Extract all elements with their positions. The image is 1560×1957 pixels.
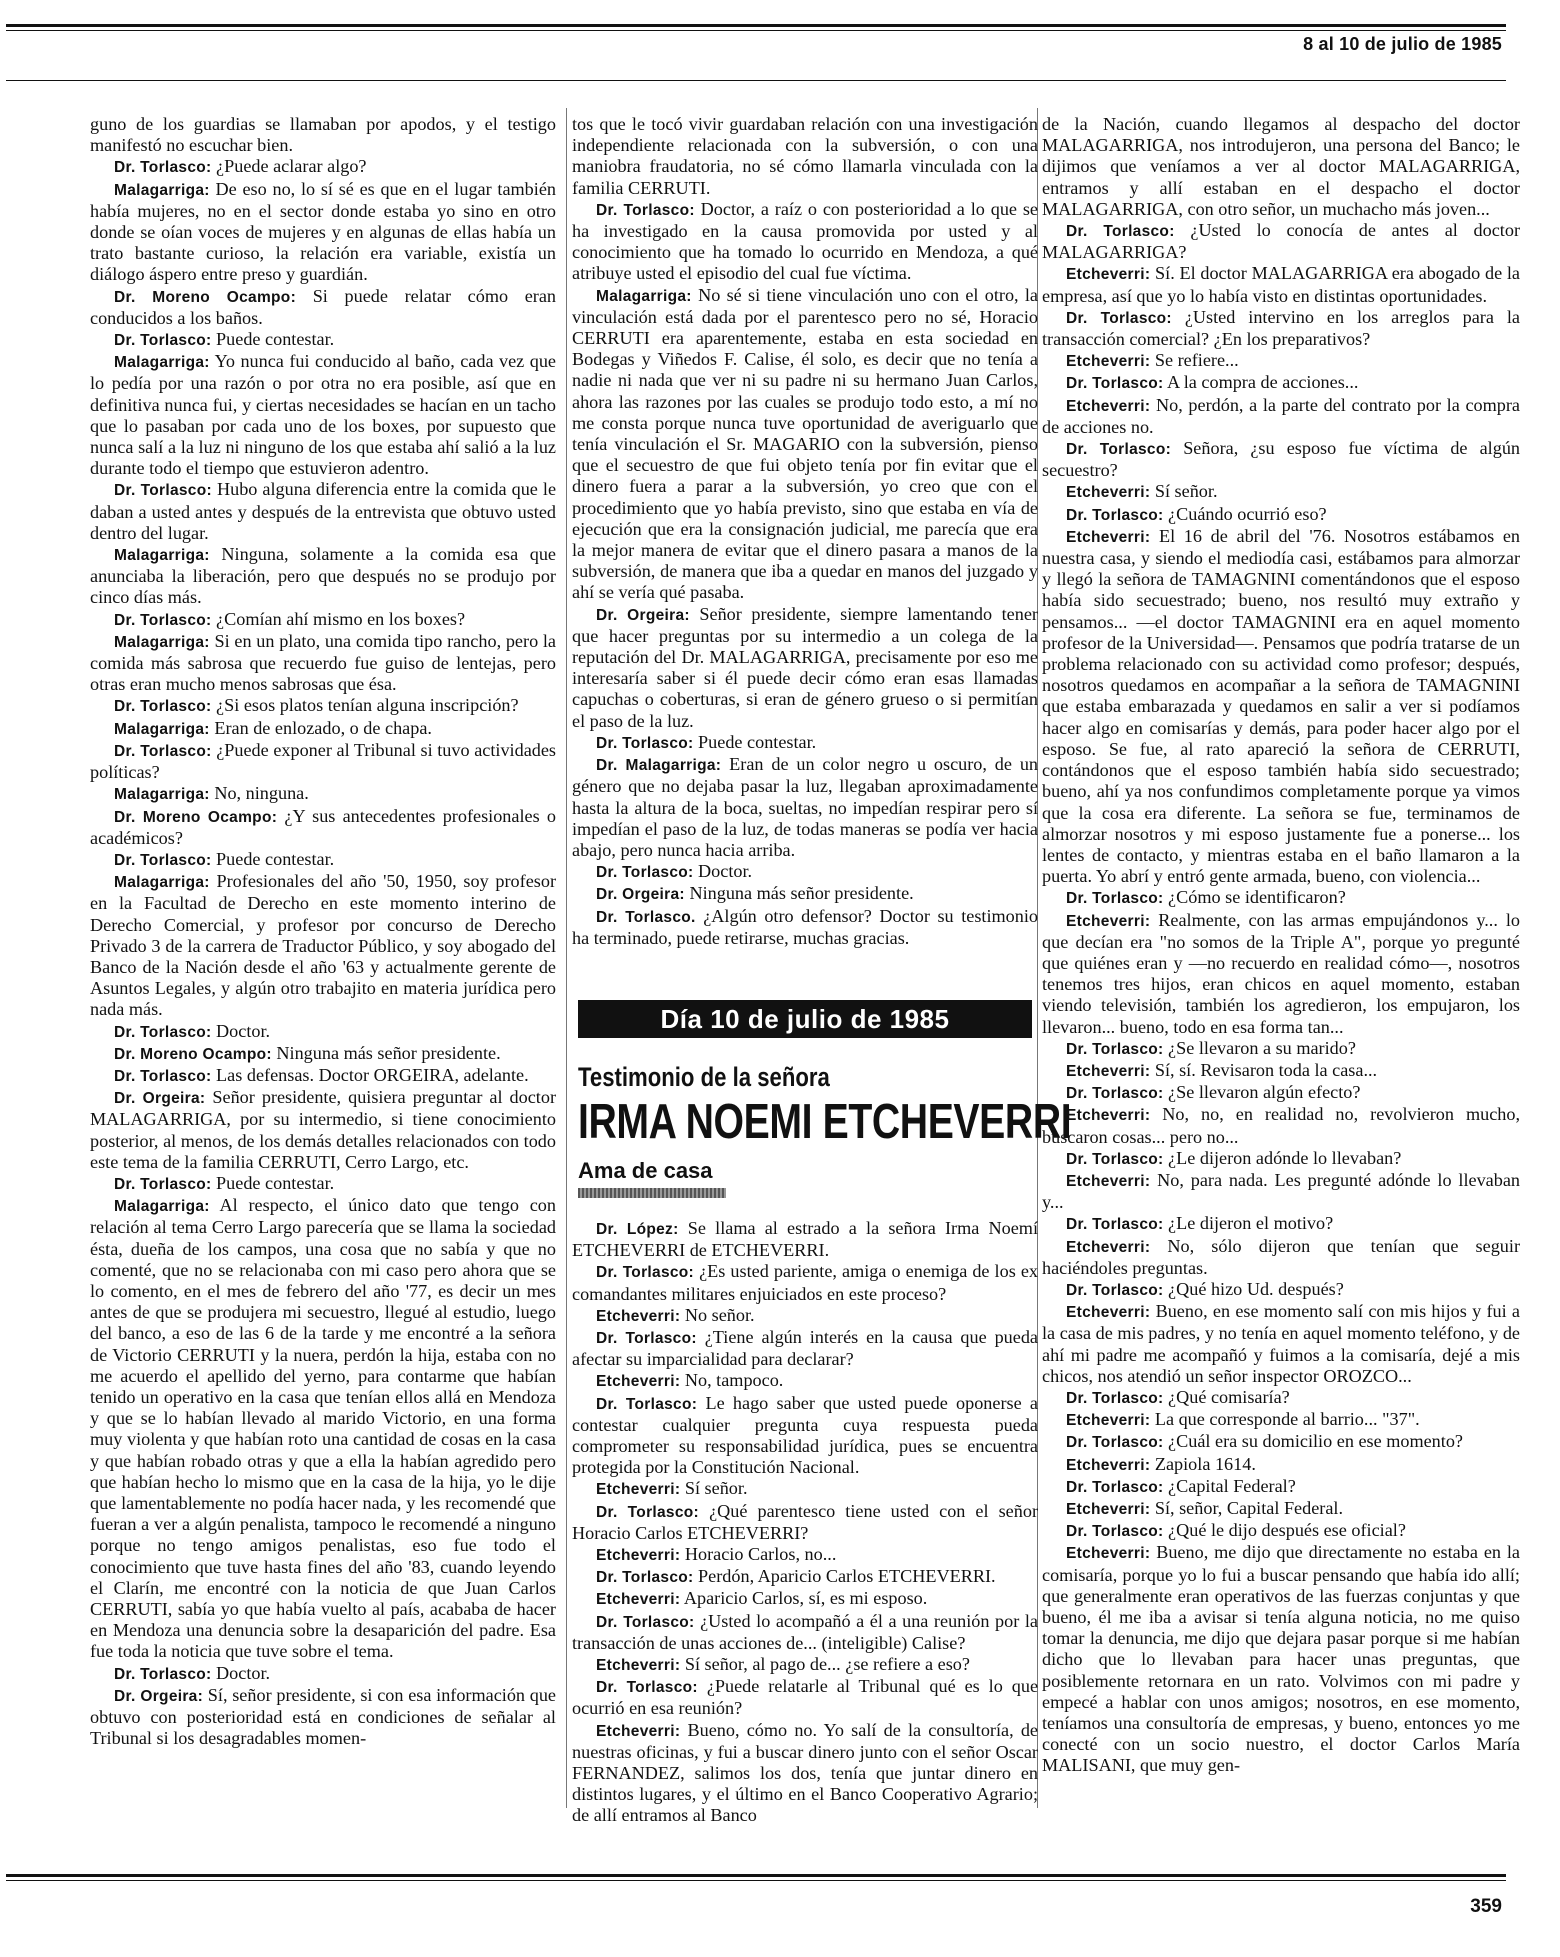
speaker-label: Malagarriga: bbox=[114, 786, 210, 804]
paragraph bbox=[90, 1685, 556, 1750]
decorative-halftone-band bbox=[578, 1188, 726, 1198]
paragraph bbox=[572, 906, 1038, 949]
paragraph bbox=[90, 609, 556, 631]
paragraph bbox=[572, 285, 1038, 604]
paragraph-text: No, perdón, a la parte del contrato por la compra de acciones no. bbox=[1042, 394, 1521, 437]
paragraph-text: No señor. bbox=[684, 1304, 755, 1325]
paragraph bbox=[90, 783, 556, 805]
speaker-label: Dr. Moreno Ocampo: bbox=[114, 1045, 272, 1063]
speaker-label: Dr. Torlasco: bbox=[1066, 1216, 1164, 1234]
paragraph-text: Se refiere... bbox=[1154, 350, 1239, 371]
speaker-label: Dr. Torlasco: bbox=[1066, 309, 1172, 327]
paragraph-text: Sí señor. bbox=[684, 1478, 748, 1499]
speaker-label: Dr. Torlasco: bbox=[596, 864, 694, 882]
paragraph bbox=[90, 1021, 556, 1043]
speaker-label: Malagarriga: bbox=[114, 720, 210, 738]
column-divider-1 bbox=[566, 108, 567, 1808]
paragraph-text: ¿Es usted pariente, amiga o enemiga de los ex comandantes militares enjuiciados en este proceso? bbox=[572, 1261, 1039, 1304]
paragraph bbox=[572, 1478, 1038, 1500]
text-column-2-bottom bbox=[572, 1218, 1038, 1827]
paragraph bbox=[1042, 1104, 1520, 1147]
paragraph-text: Doctor, a raíz o con posterioridad a lo que se ha investigado en la causa promovida por usted y al conocimiento que ha tomado lo ocurrido en Mendoza, a qué atribuye usted el episodio del cual fue víctima. bbox=[572, 198, 1038, 284]
paragraph-text: Hubo alguna diferencia entre la comida que le daban a usted antes y después de la entrevista que obtuvo usted dentro del lugar. bbox=[90, 479, 557, 543]
paragraph-text: De eso no, lo sí sé es que en el lugar también había mujeres, no en el sector donde estaba yo sino en otro donde se oían voces de mujeres y en algunas de ellas había un trato bastante curioso, la relación era variable, existía un diálogo áspero entre preso y guardián. bbox=[90, 178, 556, 285]
paragraph-text: Ninguna más señor presidente. bbox=[276, 1042, 501, 1063]
paragraph bbox=[1042, 1148, 1520, 1170]
speaker-label: Dr. Torlasco: bbox=[114, 611, 212, 629]
paragraph bbox=[1042, 438, 1520, 481]
paragraph-text: ¿Cuándo ocurrió eso? bbox=[1168, 503, 1327, 524]
paragraph-text: Sí, sí. Revisaron toda la casa... bbox=[1154, 1059, 1378, 1080]
text-column-2-top bbox=[572, 114, 1038, 949]
paragraph bbox=[1042, 1409, 1520, 1431]
paragraph bbox=[1042, 220, 1520, 263]
speaker-label: Etcheverri: bbox=[596, 1547, 681, 1565]
paragraph bbox=[1042, 350, 1520, 372]
paragraph bbox=[1042, 1236, 1520, 1279]
speaker-label: Dr. Torlasco: bbox=[1066, 375, 1164, 393]
paragraph-text: Puede contestar. bbox=[698, 731, 817, 752]
paragraph bbox=[572, 883, 1038, 905]
speaker-label: Etcheverri: bbox=[1066, 1062, 1151, 1080]
paragraph-text: tos que le tocó vivir guardaban relación con una investigación independiente relacionada con la subversión, o con una maniobra fraudatoria, no sé cómo llamarla vinculada con la familia CERRUTI. bbox=[572, 114, 1038, 198]
paragraph bbox=[572, 1370, 1038, 1392]
paragraph-text: ¿Se llevaron a su marido? bbox=[1168, 1037, 1356, 1058]
paragraph-text: guno de los guardias se llamaban por apodos, y el testigo manifestó no escuchar bien. bbox=[90, 114, 556, 156]
paragraph bbox=[90, 329, 556, 351]
speaker-label: Malagarriga: bbox=[114, 633, 210, 651]
speaker-label: Dr. Torlasco: bbox=[114, 698, 212, 716]
paragraph bbox=[90, 351, 556, 479]
header-rule bbox=[6, 80, 1506, 81]
speaker-label: Dr. Torlasco: bbox=[596, 1679, 698, 1697]
speaker-label: Dr. Torlasco: bbox=[1066, 506, 1164, 524]
speaker-label: Etcheverri: bbox=[596, 1657, 681, 1675]
paragraph-text: ¿Cómo se identificaron? bbox=[1168, 887, 1346, 908]
paragraph bbox=[90, 1065, 556, 1087]
speaker-label: Malagarriga: bbox=[114, 354, 210, 372]
paragraph bbox=[90, 156, 556, 178]
paragraph-text: Bueno, en ese momento salí con mis hijos y fui a la casa de mis padres, y no tenía en aquel momento teléfono, y de ahí mi padre me acompañó y fuimos a la comisaría, dejé a mis chicos, nos atendió un señor inspector OROZCO... bbox=[1042, 1301, 1520, 1386]
speaker-label: Dr. Torlasco: bbox=[114, 1665, 212, 1683]
speaker-label: Dr. Torlasco: bbox=[114, 1023, 212, 1041]
speaker-label: Etcheverri: bbox=[1066, 1545, 1151, 1563]
speaker-label: Dr. López: bbox=[596, 1221, 679, 1238]
paragraph-text: Ninguna, solamente a la comida esa que anunciaba la liberación, pero que después no se produjo por cinco días más. bbox=[90, 544, 557, 608]
paragraph bbox=[90, 179, 556, 286]
paragraph bbox=[90, 286, 556, 329]
testimony-pre-title: Testimonio de la señora bbox=[578, 1062, 830, 1092]
speaker-label: Dr. Torlasco: bbox=[596, 1503, 699, 1521]
paragraph bbox=[572, 1327, 1038, 1370]
speaker-label: Dr. Torlasco: bbox=[114, 159, 212, 177]
paragraph bbox=[1042, 1498, 1520, 1520]
speaker-label: Dr. Torlasco: bbox=[596, 1264, 695, 1282]
speaker-label: Dr. Torlasco: bbox=[596, 1569, 694, 1587]
speaker-label: Etcheverri: bbox=[1066, 1501, 1151, 1518]
speaker-label: Etcheverri: bbox=[596, 1591, 681, 1609]
speaker-label: Etcheverri: bbox=[596, 1481, 681, 1499]
speaker-label: Dr. Torlasco: bbox=[1066, 441, 1172, 459]
paragraph bbox=[572, 1393, 1038, 1479]
section-date-banner: Día 10 de julio de 1985 bbox=[578, 1000, 1032, 1038]
speaker-label: Etcheverri: bbox=[1066, 1304, 1151, 1322]
paragraph bbox=[1042, 1301, 1520, 1387]
text-column-1 bbox=[90, 114, 556, 1749]
paragraph bbox=[90, 1195, 556, 1662]
paragraph-text: ¿Puede relatarle al Tribunal qué es lo que ocurrió en esa reunión? bbox=[572, 1676, 1039, 1719]
speaker-label: Dr. Torlasco: bbox=[1066, 1389, 1164, 1407]
paragraph-text: Señor presidente, quisiera preguntar al doctor MALAGARRIGA, por su intermedio, si tiene conocimiento posterior, al menos, de los demás detalles relacionados con todo este tema de la familia CERRUTI, Cerro Largo, etc. bbox=[90, 1087, 556, 1172]
paragraph-text: ¿Qué hizo Ud. después? bbox=[1168, 1278, 1344, 1299]
paragraph-text: ¿Qué parentesco tiene usted con el señor Horacio Carlos ETCHEVERRI? bbox=[572, 1500, 1039, 1543]
paragraph-text: Sí. El doctor MALAGARRIGA era abogado de la empresa, así que yo lo había visto en distintas oportunidades. bbox=[1042, 263, 1520, 306]
speaker-label: Etcheverri: bbox=[596, 1373, 681, 1391]
paragraph-text: ¿Capital Federal? bbox=[1168, 1475, 1296, 1496]
paragraph bbox=[1042, 1082, 1520, 1104]
paragraph-text: ¿Usted lo acompañó a él a una reunión por la transacción de unas acciones de... (inteligible) Calise? bbox=[572, 1610, 1038, 1653]
paragraph-text: Aparicio Carlos, sí, es mi esposo. bbox=[683, 1588, 928, 1609]
paragraph bbox=[572, 1218, 1038, 1261]
speaker-label: Etcheverri: bbox=[1066, 1238, 1151, 1256]
paragraph-text: Puede contestar. bbox=[216, 1172, 335, 1193]
paragraph bbox=[90, 1173, 556, 1195]
paragraph-text: Puede contestar. bbox=[216, 329, 335, 350]
page-number: 359 bbox=[1470, 1896, 1502, 1917]
paragraph-text: Sí, señor presidente, si con esa información que obtuvo con posterioridad está en condiciones de señalar al Tribunal si los desagradables momen- bbox=[90, 1684, 557, 1749]
paragraph-text: ¿Puede exponer al Tribunal si tuvo actividades políticas? bbox=[90, 739, 557, 783]
paragraph-text: de la Nación, cuando llegamos al despacho del doctor MALAGARRIGA, nos introdujeron, una persona del Banco; le dijimos que veníamos a ver al doctor MALAGARRIGA, entramos y allí estaban en el despacho el doctor MALAGARRIGA, con otro señor, un muchacho más joven... bbox=[1042, 114, 1520, 219]
paragraph-text: No, sólo dijeron que tenían que seguir haciéndoles preguntas. bbox=[1042, 1235, 1520, 1278]
paragraph-text: No, no, en realidad no, revolvieron mucho, buscaron cosas... pero no... bbox=[1042, 1104, 1521, 1147]
paragraph-text: Bueno, cómo no. Yo salí de la consultoría, de nuestras oficinas, y fui a buscar dinero junto con el señor Oscar FERNANDEZ, salimos los dos, tenía que juntar dinero en distintos lugares, y el último en el Banco Cooperativo Agrario; de allí entramos al Banco bbox=[572, 1719, 1039, 1826]
paragraph bbox=[1042, 910, 1520, 1038]
speaker-label: Dr. Torlasco: bbox=[114, 482, 212, 500]
witness-name-headline: IRMA NOEMI ETCHEVERRI bbox=[578, 1095, 1072, 1149]
paragraph bbox=[572, 754, 1038, 861]
paragraph bbox=[1042, 1213, 1520, 1235]
speaker-label: Etcheverri: bbox=[1066, 266, 1151, 284]
speaker-label: Dr. Orgeira: bbox=[114, 1687, 204, 1705]
speaker-label: Dr. Torlasco: bbox=[1066, 1478, 1164, 1496]
speaker-label: Dr. Orgeira: bbox=[596, 886, 685, 904]
paragraph bbox=[90, 114, 556, 156]
paragraph-text: ¿Qué comisaría? bbox=[1168, 1386, 1290, 1407]
speaker-label: Dr. Torlasco: bbox=[1066, 1150, 1164, 1168]
paragraph bbox=[90, 871, 556, 1020]
speaker-label: Malagarriga: bbox=[114, 874, 210, 892]
paragraph-text: Sí señor. bbox=[1154, 481, 1218, 502]
speaker-label: Etcheverri: bbox=[1066, 397, 1151, 415]
paragraph bbox=[1042, 504, 1520, 526]
paragraph-text: Si en un plato, una comida tipo rancho, pero la comida más sabrosa que recuerdo fue guiso de lentejas, pero otras eran mucho menos sabrosas que ésa. bbox=[90, 630, 557, 695]
speaker-label: Etcheverri: bbox=[1066, 528, 1151, 546]
paragraph-text: No, para nada. Les pregunté adónde lo llevaban y... bbox=[1042, 1169, 1520, 1213]
witness-occupation: Ama de casa bbox=[578, 1158, 713, 1183]
paragraph-text: ¿Tiene algún interés en la causa que pueda afectar su imparcialidad para declarar? bbox=[572, 1327, 1039, 1370]
speaker-label: Etcheverri: bbox=[1066, 353, 1151, 371]
paragraph bbox=[1042, 481, 1520, 503]
paragraph-text: A la compra de acciones... bbox=[1167, 372, 1359, 393]
paragraph-text: Perdón, Aparicio Carlos ETCHEVERRI. bbox=[698, 1566, 996, 1587]
paragraph bbox=[572, 1720, 1038, 1827]
paragraph-text: ¿Cuál era su domicilio en ese momento? bbox=[1168, 1431, 1463, 1452]
paragraph bbox=[1042, 1520, 1520, 1542]
paragraph bbox=[572, 604, 1038, 732]
speaker-label: Dr. Torlasco: bbox=[114, 1175, 212, 1193]
paragraph-text: ¿Usted intervino en los arreglos para la transacción comercial? ¿En los preparativos? bbox=[1042, 306, 1520, 350]
paragraph-text: No, tampoco. bbox=[684, 1370, 784, 1391]
paragraph-text: ¿Se llevaron algún efecto? bbox=[1168, 1082, 1361, 1103]
top-rule-thick bbox=[6, 24, 1506, 27]
speaker-label: Malagarriga: bbox=[596, 287, 692, 305]
paragraph bbox=[90, 718, 556, 740]
paragraph-text: Eran de enlozado, o de chapa. bbox=[214, 717, 432, 738]
speaker-label: Etcheverri: bbox=[596, 1722, 681, 1740]
speaker-label: Dr. Torlasco. bbox=[596, 908, 696, 926]
speaker-label: Etcheverri: bbox=[1066, 912, 1151, 930]
speaker-label: Dr. Torlasco: bbox=[1066, 1040, 1164, 1058]
paragraph-text: El 16 de abril del '76. Nosotros estábamos en nuestra casa, y siendo el mediodía casi, estábamos para almorzar y llegó la señora de TAMAGNINI comentándonos que el esposo había sido secuestrado; bueno, nos resultó muy extraño y pensamos... —el doctor TAMAGNINI era en aquel momento profesor de la Universidad—. Pensamos que podría tratarse de un problema relacionado con su actividad como profesor; después, nosotros quedamos en acompañar a la señora de TAMAGNINI que estaba embarazada y quedamos en salir a ver si podíamos hacer algo en comisarías y demás, para poder hacer algo por el esposo. Se fue, al rato apareció la señora de CERRUTI, contándonos que el esposo también había sido secuestrado; bueno, ahí ya nos confundimos completamente porque ya vimos que la cosa era diferente. La señora se fue, terminamos de almorzar nosotros y mi esposo justamente fue a ponerse... los lentes de contacto, y mientras estaba en el baño llamaron a la puerta. Yo abrí y entró gente armada, bueno, con violencia... bbox=[1042, 525, 1520, 887]
paragraph bbox=[90, 1663, 556, 1685]
paragraph bbox=[572, 1611, 1038, 1654]
paragraph bbox=[1042, 1038, 1520, 1060]
paragraph bbox=[1042, 1454, 1520, 1476]
paragraph bbox=[1042, 1431, 1520, 1453]
paragraph-text: Se llama al estrado a la señora Irma Noemí ETCHEVERRI de ETCHEVERRI. bbox=[572, 1218, 1039, 1261]
paragraph-text: Horacio Carlos, no... bbox=[684, 1544, 837, 1565]
paragraph bbox=[90, 544, 556, 609]
speaker-label: Etcheverri: bbox=[1066, 1456, 1151, 1474]
speaker-label: Dr. Torlasco: bbox=[596, 1613, 695, 1631]
bottom-rule-thick bbox=[6, 1874, 1506, 1877]
speaker-label: Etcheverri: bbox=[596, 1307, 681, 1325]
paragraph bbox=[90, 479, 556, 544]
paragraph-text: Doctor. bbox=[216, 1020, 271, 1041]
paragraph-text: Realmente, con las armas empujándonos y... lo que decían era "no somos de la Triple A", porque yo pregunté que quiénes eran y —no recuerdo en realidad cómo—, nosotros tenemos tres hijos, eran chicos en aquel momento, estaban viendo televisión, también los agredieron, los empujaron, los llevaron... bueno, todo en esa forma tan... bbox=[1042, 909, 1521, 1037]
paragraph-text: Zapiola 1614. bbox=[1154, 1453, 1256, 1474]
paragraph-text: La que corresponde al barrio... "37". bbox=[1154, 1409, 1420, 1430]
speaker-label: Dr. Torlasco: bbox=[596, 1330, 697, 1348]
speaker-label: Dr. Torlasco: bbox=[114, 1067, 212, 1085]
paragraph-text: ¿Puede aclarar algo? bbox=[216, 156, 367, 177]
paragraph bbox=[1042, 1279, 1520, 1301]
paragraph bbox=[572, 1566, 1038, 1588]
speaker-label: Malagarriga: bbox=[114, 547, 210, 565]
speaker-label: Etcheverri: bbox=[1066, 1172, 1151, 1190]
paragraph bbox=[90, 1043, 556, 1065]
paragraph-text: ¿Y sus antecedentes profesionales o académicos? bbox=[90, 805, 556, 848]
text-column-3 bbox=[1042, 114, 1520, 1777]
paragraph bbox=[90, 695, 556, 717]
paragraph bbox=[1042, 263, 1520, 306]
paragraph-text: Doctor. bbox=[216, 1662, 271, 1683]
paragraph bbox=[572, 114, 1038, 199]
paragraph bbox=[1042, 526, 1520, 887]
paragraph-text: Yo nunca fui conducido al baño, cada vez que lo pedía por una razón o por otra no era posible, así que en definitiva nunca fui, y ciertas necesidades se hacían en un tacho que lo pasaban por cada uno de los boxes, por supuesto que nunca salí a la luz ni ninguno de los que estaba ahí salió a la luz durante todo el tiempo que estuvieron adentro. bbox=[90, 351, 556, 479]
paragraph bbox=[90, 806, 556, 849]
paragraph bbox=[1042, 372, 1520, 394]
paragraph bbox=[1042, 887, 1520, 909]
speaker-label: Dr. Torlasco: bbox=[1066, 1085, 1164, 1103]
speaker-label: Dr. Torlasco: bbox=[1066, 1523, 1164, 1541]
speaker-label: Etcheverri: bbox=[1066, 1412, 1151, 1430]
paragraph-text: Puede contestar. bbox=[216, 848, 335, 869]
paragraph bbox=[572, 732, 1038, 754]
paragraph-text: Señora, ¿su esposo fue víctima de algún secuestro? bbox=[1042, 438, 1521, 481]
speaker-label: Dr. Torlasco: bbox=[1066, 1281, 1164, 1299]
speaker-label: Dr. Moreno Ocampo: bbox=[114, 808, 278, 826]
paragraph-text: No sé si tiene vinculación uno con el otro, la vinculación está dada por el parentesco pero no sé, Horacio CERRUTI era aparentemente, estaba en esta sociedad en Bodegas y Viñedos F. Calise, él solo, es decir que no tenía a nadie ni nada que ver ni su padre ni su hermano Juan Carlos, ahora las razones por las cuales se produjo todo esto, a mí no me consta porque nunca tuve oportunidad de averiguarlo que tenía vinculación el Sr. MAGARIO con la subversión, pienso que el secuestro de que fui objeto tenía por fin evitar que el dinero fuera a parar a la subversión, yo creo que con el procedimiento que yo había previsto, sino que estaba en vía de ejecución que era la consignación judicial, me parecía que era la mejor manera de evitar que el dinero pasara a manos de la subversión, de manera que iba a quedar en manos del juzgado y ahí se vería qué pasaba. bbox=[572, 284, 1039, 603]
paragraph bbox=[572, 1261, 1038, 1304]
paragraph bbox=[572, 199, 1038, 285]
paragraph-text: Ninguna más señor presidente. bbox=[689, 883, 914, 904]
paragraph-text: Si puede relatar cómo eran conducidos a los baños. bbox=[90, 285, 557, 328]
paragraph-text: ¿Qué le dijo después ese oficial? bbox=[1168, 1520, 1406, 1541]
paragraph-text: Sí, señor, Capital Federal. bbox=[1154, 1498, 1344, 1518]
speaker-label: Etcheverri: bbox=[1066, 484, 1151, 502]
paragraph-text: ¿Le dijeron adónde lo llevaban? bbox=[1168, 1147, 1402, 1168]
speaker-label: Dr. Moreno Ocampo: bbox=[114, 288, 297, 306]
paragraph bbox=[1042, 1476, 1520, 1498]
paragraph bbox=[572, 1676, 1038, 1719]
speaker-label: Dr. Torlasco: bbox=[596, 1395, 698, 1413]
paragraph bbox=[572, 861, 1038, 883]
paragraph bbox=[1042, 395, 1520, 438]
paragraph bbox=[1042, 307, 1520, 350]
paragraph-text: Doctor. bbox=[698, 861, 753, 882]
paragraph bbox=[1042, 114, 1520, 220]
paragraph bbox=[1042, 1170, 1520, 1213]
speaker-label: Dr. Torlasco: bbox=[596, 201, 695, 219]
paragraph-text: ¿Comían ahí mismo en los boxes? bbox=[216, 608, 466, 629]
speaker-label: Dr. Torlasco: bbox=[1066, 223, 1175, 241]
paragraph-text: ¿Le dijeron el motivo? bbox=[1168, 1213, 1334, 1234]
header-date: 8 al 10 de julio de 1985 bbox=[1303, 34, 1502, 54]
speaker-label: Dr. Orgeira: bbox=[596, 606, 690, 624]
paragraph bbox=[572, 1544, 1038, 1566]
speaker-label: Malagarriga: bbox=[114, 181, 210, 199]
paragraph-text: No, ninguna. bbox=[214, 783, 309, 804]
paragraph-text: Profesionales del año '50, 1950, soy profesor en la Facultad de Derecho en este momento interino de Derecho Comercial, y profesor por concurso de Derecho Privado 3 de la carrera de Traductor Público, y soy abogado del Banco de la Nación desde el año '63 y actualmente gerente de Asuntos Legales, y algún otro trabajito en materia jurídica pero nada más. bbox=[90, 871, 556, 1020]
paragraph-text: ¿Algún otro defensor? Doctor su testimonio ha terminado, puede retirarse, muchas gracias. bbox=[572, 905, 1038, 948]
paragraph-text: Le hago saber que usted puede oponerse a contestar cualquier pregunta cuya respuesta pueda comprometer su responsabilidad jurídica, pues se encuentra protegida por la Constitución Nacional. bbox=[572, 1392, 1039, 1478]
paragraph-text: Bueno, me dijo que directamente no estaba en la comisaría, porque yo lo fui a buscar pensando que había ido allí; que generalmente eran operativos de las fuerzas conjuntas y que bueno, él me iba a avisar si tenía alguna noticia, no me quiso tomar la denuncia, me dijo que dejara pasar porque si me habían dicho que lo llevaban para hacer unas preguntas, que posiblemente retornara en un rato. Volvimos con mi padre y empecé a hablar con unos amigos; nosotros, en ese momento, teníamos una consultoría de empresas, y bueno, entonces yo me conecté con un socio nuestro, el doctor Carlos María MALISANI, que muy gen- bbox=[1042, 1542, 1521, 1776]
speaker-label: Malagarriga: bbox=[114, 1198, 210, 1216]
bottom-rule-thin bbox=[6, 1880, 1506, 1881]
paragraph bbox=[90, 631, 556, 696]
paragraph bbox=[572, 1588, 1038, 1610]
paragraph bbox=[90, 740, 556, 783]
paragraph-text: Las defensas. Doctor ORGEIRA, adelante. bbox=[216, 1064, 529, 1085]
speaker-label: Dr. Torlasco: bbox=[114, 742, 212, 760]
paragraph bbox=[572, 1501, 1038, 1544]
speaker-label: Etcheverri: bbox=[1066, 1107, 1151, 1125]
paragraph-text: ¿Si esos platos tenían alguna inscripción? bbox=[216, 695, 519, 716]
speaker-label: Dr. Torlasco: bbox=[1066, 890, 1164, 908]
speaker-label: Dr. Torlasco: bbox=[1066, 1434, 1164, 1452]
paragraph bbox=[572, 1305, 1038, 1327]
paragraph bbox=[90, 1087, 556, 1173]
paragraph-text: ¿Usted lo conocía de antes al doctor MALAGARRIGA? bbox=[1042, 220, 1521, 263]
speaker-label: Dr. Orgeira: bbox=[114, 1090, 206, 1108]
paragraph-text: Al respecto, el único dato que tengo con relación al tema Cerro Largo parecería que se llama la sociedad ésta, dueña de los campos, una cosa que no sabía y que no comenté, que no se relacionaba con mi caso pero ahora que se lo comento, en el mes de febrero del año '77, es decir un mes antes de que se produjera mi secuestro, llegué al estudio, luego del banco, a eso de las 6 de la tarde y me encontré a la señora de Victorio CERRUTI y la nuera, perdón la hija, estaba con no me acuerdo el apellido del yerno, para contarme que habían tenido un operativo en la casa que tenían ellos allá en Mendoza y que se lo habían llevado al marido Victorio, en una forma muy violenta y que habían roto una cantidad de cosas en la casa y que habían robado otras y que a ella la habían agredido pero que habían hecho lo mismo que en la casa de la hija, yo le dije que lamentablemente no podía hacer nada, y les recomendé que fueran a ver a algún penalista, tampoco le recomendé a ninguno porque no tengo amigos penalistas, eso fue todo el conocimiento que tuve hasta fines del año '83, cuando leyendo el Clarín, me encontré con la noticia de que Juan Carlos CERRUTI, sabía yo que había vuelto al país, acababa de hacer en Mendoza una denuncia sobre la desaparición del padre. Esa fue toda la noticia que tuve sobre el tema. bbox=[90, 1195, 556, 1662]
paragraph bbox=[572, 1654, 1038, 1676]
paragraph-text: Sí señor, al pago de... ¿se refiere a eso? bbox=[684, 1654, 970, 1675]
speaker-label: Dr. Malagarriga: bbox=[596, 757, 722, 775]
speaker-label: Dr. Torlasco: bbox=[114, 332, 212, 350]
top-rule-thin bbox=[6, 30, 1506, 31]
paragraph bbox=[1042, 1060, 1520, 1082]
paragraph-text: Señor presidente, siempre lamentando tener que hacer preguntas por su intermedio a un colega de la reputación del Dr. MALAGARRIGA, precisamente por eso me interesaría saber si él puede decir cómo eran esas llamadas capuchas o coberturas, si eran de género grueso o si permitían el paso de la luz. bbox=[572, 603, 1038, 731]
paragraph bbox=[1042, 1542, 1520, 1776]
paragraph bbox=[1042, 1387, 1520, 1409]
speaker-label: Dr. Torlasco: bbox=[596, 734, 694, 752]
paragraph-text: Eran de un color negro u oscuro, de un género que no dejaba pasar la luz, llegaban aproximadamente hasta la altura de la boca, sueltas, no impedían respirar pero sí impedían el paso de la luz, de todas maneras se podía ver hacia abajo, pero nunca hacia arriba. bbox=[572, 754, 1039, 860]
speaker-label: Dr. Torlasco: bbox=[114, 851, 212, 869]
paragraph bbox=[90, 849, 556, 871]
